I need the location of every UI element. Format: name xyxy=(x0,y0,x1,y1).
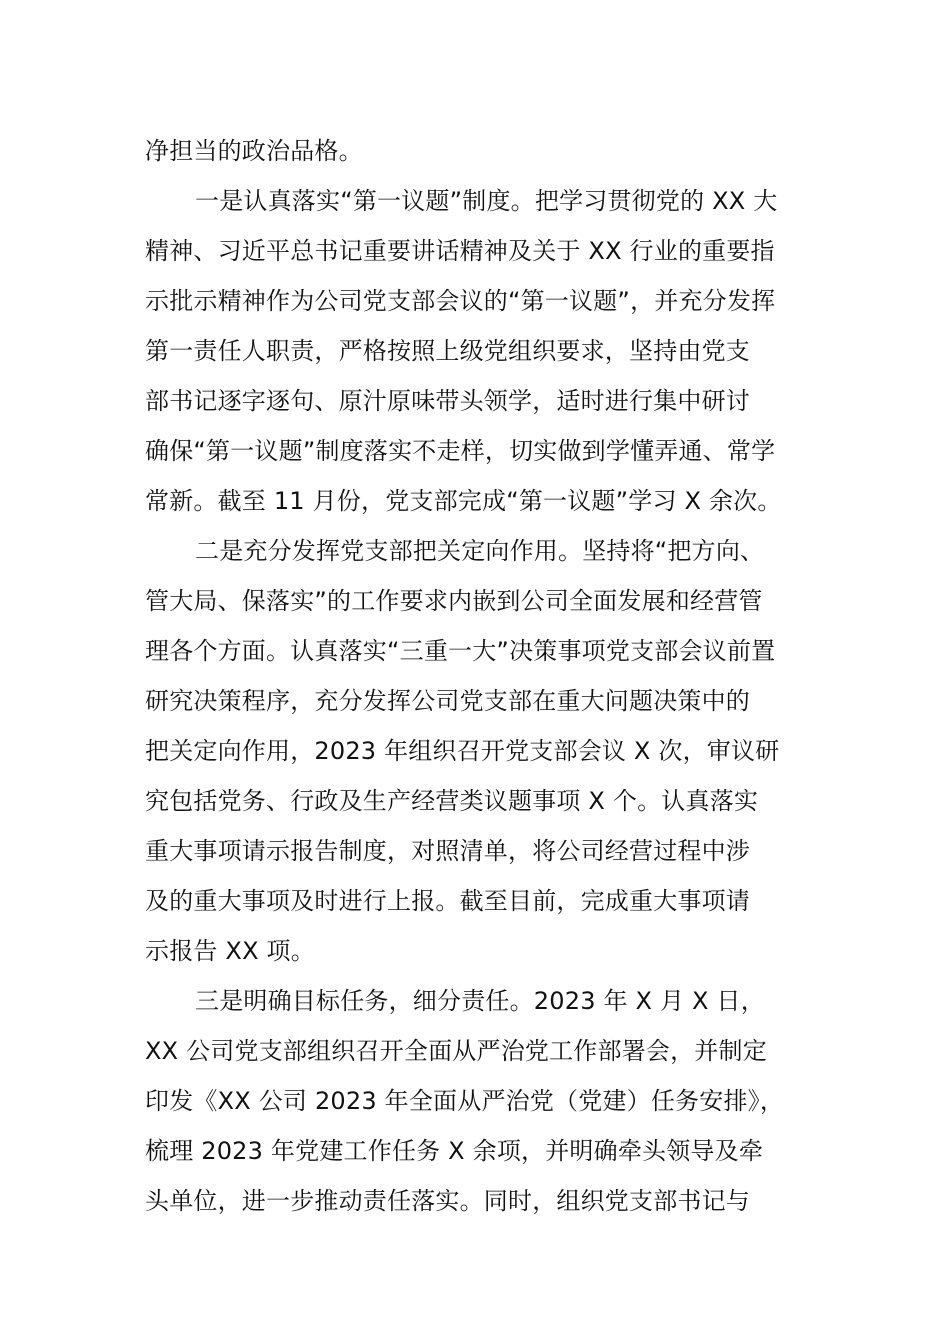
text-line: 研究决策程序，充分发挥公司党支部在重大问题决策中的 xyxy=(145,687,750,715)
text-line: 重大事项请示报告制度，对照清单，将公司经营过程中涉 xyxy=(145,837,750,865)
text-line: 第一责任人职责，严格按照上级党组织要求，坚持由党支 xyxy=(145,337,750,365)
paragraph-first-line: 一是认真落实“第一议题”制度。把学习贯彻党的 XX 大 xyxy=(195,187,778,215)
text-line: 头单位，进一步推动责任落实。同时，组织党支部书记与 xyxy=(145,1187,750,1215)
text-line: 究包括党务、行政及生产经营类议题事项 X 个。认真落实 xyxy=(145,787,759,815)
text-line: 把关定向作用，2023 年组织召开党支部会议 X 次，审议研 xyxy=(145,737,780,765)
text-line: 示报告 XX 项。 xyxy=(145,937,315,965)
text-line: 及的重大事项及时进行上报。截至目前，完成重大事项请 xyxy=(145,887,750,915)
text-line: 部书记逐字逐句、原汁原味带头领学，适时进行集中研讨 xyxy=(145,387,750,415)
text-line: 确保“第一议题”制度落实不走样，切实做到学懂弄通、常学 xyxy=(145,437,776,465)
text-line: 梳理 2023 年党建工作任务 X 余项，并明确牵头领导及牵 xyxy=(145,1137,764,1165)
text-line: 净担当的政治品格。 xyxy=(145,137,363,165)
paragraph-first-line: 三是明确目标任务，细分责任。2023 年 X 月 X 日， xyxy=(195,987,765,1015)
paragraph-first-line: 二是充分发挥党支部把关定向作用。坚持将“把方向、 xyxy=(195,537,765,565)
text-line: 示批示精神作为公司党支部会议的“第一议题”，并充分发挥 xyxy=(145,287,776,315)
text-line: 常新。截至 11 月份，党支部完成“第一议题”学习 X 余次。 xyxy=(145,487,782,515)
text-line: 印发《XX 公司 2023 年全面从严治党（党建）任务安排》， xyxy=(145,1087,785,1115)
text-line: 管大局、保落实”的工作要求内嵌到公司全面发展和经营管 xyxy=(145,587,763,615)
text-line: XX 公司党支部组织召开全面从严治党工作部署会，并制定 xyxy=(145,1037,767,1065)
text-line: 理各个方面。认真落实“三重一大”决策事项党支部会议前置 xyxy=(145,637,776,665)
text-line: 精神、习近平总书记重要讲话精神及关于 XX 行业的重要指 xyxy=(145,237,775,265)
